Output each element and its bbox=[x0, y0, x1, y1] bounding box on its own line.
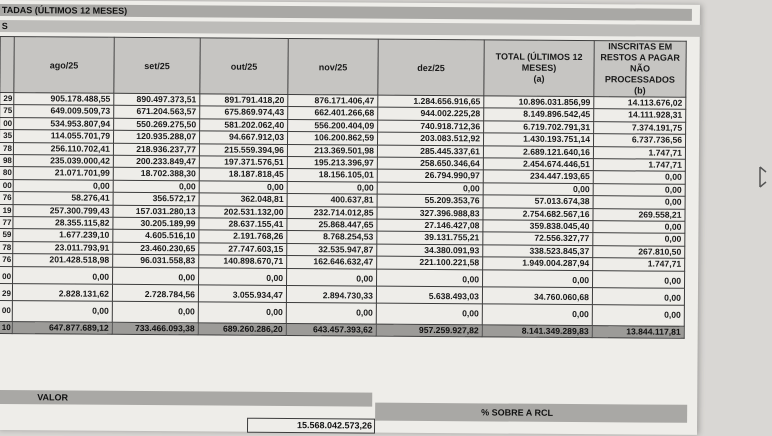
table-cell: 647.877.689,12 bbox=[12, 321, 112, 334]
table-cell: 1.747,71 bbox=[593, 258, 685, 271]
table-cell: 550.269.275,50 bbox=[114, 118, 200, 131]
table-cell: 649.009.509,73 bbox=[14, 105, 114, 118]
table-cell: 2.728.784,56 bbox=[112, 284, 198, 302]
column-header-set25: set/25 bbox=[114, 37, 200, 94]
table-cell: 1.949.004.287,94 bbox=[483, 257, 593, 270]
table-cell: 269.558,21 bbox=[593, 208, 685, 221]
table-cell: 689.260.286,20 bbox=[198, 323, 286, 336]
table-cell: 106.200.862,59 bbox=[288, 132, 378, 145]
table-cell: 643.457.393,62 bbox=[286, 323, 376, 336]
table-cell: 338.523.845,37 bbox=[483, 245, 593, 258]
table-cell: 195.213.396,97 bbox=[287, 157, 377, 170]
table-cell: 157.031.280,13 bbox=[113, 205, 199, 218]
table-cell: 34.380.091,93 bbox=[377, 244, 483, 257]
table-cell: 23.460.230,65 bbox=[113, 242, 199, 255]
table-cell: 0,00 bbox=[13, 179, 113, 192]
table-cell: 215.559.394,96 bbox=[199, 144, 287, 157]
table-cell: 197.371.576,51 bbox=[199, 156, 287, 169]
table-cell: 7.374.191,75 bbox=[594, 121, 686, 134]
table-cell: 28.637.155,41 bbox=[199, 218, 287, 231]
rcl-label-band: % SOBRE A RCL bbox=[375, 403, 687, 423]
row-label-cell: 76 bbox=[0, 192, 13, 205]
table-cell: 34.760.060,68 bbox=[482, 287, 592, 305]
row-label-cell: 29 bbox=[0, 283, 13, 300]
section-subtitle-band: S bbox=[0, 20, 702, 37]
table-cell: 18.156.105,01 bbox=[287, 169, 377, 182]
table-cell: 362.048,81 bbox=[199, 193, 287, 206]
row-label-cell: 35 bbox=[0, 130, 14, 143]
table-cell: 740.918.712,36 bbox=[378, 120, 484, 133]
table-cell: 27.146.427,08 bbox=[377, 219, 483, 232]
table-cell: 120.935.288,07 bbox=[114, 131, 200, 144]
table-cell: 0,00 bbox=[593, 196, 685, 209]
column-header-total: TOTAL (ÚLTIMOS 12 MESES) (a) bbox=[484, 40, 594, 97]
table-cell: 14.113.676,02 bbox=[594, 97, 686, 110]
table-cell: 213.369.501,98 bbox=[287, 144, 377, 157]
table-cell: 0,00 bbox=[377, 182, 483, 195]
table-cell: 400.637,81 bbox=[287, 194, 377, 207]
column-header-label bbox=[0, 37, 14, 93]
table-cell: 2.191.768,26 bbox=[199, 230, 287, 243]
table-cell: 14.111.928,31 bbox=[594, 109, 686, 122]
row-label-cell: 00 bbox=[0, 300, 12, 321]
column-header-out25: out/25 bbox=[200, 38, 288, 95]
valor-total-value: 15.568.042.573,26 bbox=[247, 418, 375, 434]
table-cell: 6.737.736,56 bbox=[593, 134, 685, 147]
table-cell: 905.178.488,55 bbox=[14, 93, 114, 106]
table-cell: 1.430.193.751,14 bbox=[483, 133, 593, 146]
table-cell: 21.071.701,99 bbox=[13, 167, 113, 180]
table-cell: 30.205.189,99 bbox=[113, 217, 199, 230]
table-cell: 202.531.132,00 bbox=[199, 206, 287, 219]
table-cell: 0,00 bbox=[113, 180, 199, 193]
row-label-cell: 19 bbox=[0, 204, 13, 217]
table-cell: 258.650.346,64 bbox=[377, 157, 483, 170]
table-cell: 0,00 bbox=[199, 181, 287, 194]
table-cell: 327.396.988,83 bbox=[377, 207, 483, 220]
table-cell: 675.869.974,43 bbox=[200, 106, 288, 119]
table-cell: 0,00 bbox=[287, 181, 377, 194]
table-cell: 94.667.912,03 bbox=[200, 131, 288, 144]
table-cell: 4.605.516,10 bbox=[113, 230, 199, 243]
table-cell: 2.689.121.640,16 bbox=[483, 146, 593, 159]
table-cell: 2.754.682.567,16 bbox=[483, 208, 593, 221]
table-cell: 72.556.327,77 bbox=[483, 232, 593, 245]
table-cell: 3.055.934,47 bbox=[198, 285, 286, 303]
table-cell: 256.110.702,41 bbox=[13, 142, 113, 155]
row-label-cell: 98 bbox=[0, 155, 13, 168]
table-cell: 13.844.117,81 bbox=[592, 325, 684, 338]
table-cell: 18.187.818,45 bbox=[199, 168, 287, 181]
table-cell: 581.202.062,40 bbox=[200, 119, 288, 132]
table-cell: 671.204.563,57 bbox=[114, 106, 200, 119]
row-label-cell: 59 bbox=[0, 229, 13, 242]
table-cell: 0,00 bbox=[287, 268, 377, 286]
table-cell: 534.953.807,94 bbox=[14, 117, 114, 130]
table-cell: 0,00 bbox=[593, 270, 685, 288]
row-label-cell: 78 bbox=[0, 241, 13, 254]
table-cell: 27.747.603,15 bbox=[199, 243, 287, 256]
table-cell: 0,00 bbox=[13, 266, 113, 284]
table-cell: 0,00 bbox=[12, 300, 112, 322]
table-cell: 0,00 bbox=[593, 183, 685, 196]
table-cell: 359.838.045,40 bbox=[483, 220, 593, 233]
table-cell: 356.572,17 bbox=[113, 193, 199, 206]
table-cell: 218.936.237,77 bbox=[113, 143, 199, 156]
table-cell: 2.894.730,33 bbox=[286, 285, 376, 303]
table-cell: 96.031.558,83 bbox=[113, 255, 199, 268]
table-cell: 162.646.632,47 bbox=[287, 256, 377, 269]
table-cell: 1.747,71 bbox=[593, 146, 685, 159]
row-label-cell: 00 bbox=[0, 179, 13, 192]
table-cell: 0,00 bbox=[286, 302, 376, 324]
table-cell: 5.638.493,03 bbox=[376, 286, 482, 304]
table-cell: 957.259.927,82 bbox=[376, 324, 482, 337]
row-label-cell: 80 bbox=[0, 167, 13, 180]
valor-label-band: VALOR bbox=[0, 390, 372, 407]
text-cursor-icon bbox=[758, 166, 768, 188]
table-cell: 8.149.896.542,45 bbox=[484, 108, 594, 121]
table-cell: 662.401.266,68 bbox=[288, 107, 378, 120]
table-cell: 890.497.373,51 bbox=[114, 93, 200, 106]
table-cell: 55.209.353,76 bbox=[377, 194, 483, 207]
table-cell: 1.747,71 bbox=[593, 159, 685, 172]
table-cell: 2.828.131,62 bbox=[12, 283, 112, 301]
table-cell: 2.454.674.446,51 bbox=[483, 158, 593, 171]
table-cell: 0,00 bbox=[592, 304, 684, 326]
table-cell: 285.445.337,61 bbox=[377, 145, 483, 158]
table-cell: 0,00 bbox=[376, 303, 482, 325]
table-cell: 201.428.518,98 bbox=[13, 254, 113, 267]
table-cell: 18.702.388,30 bbox=[113, 168, 199, 181]
table-cell: 6.719.702.791,31 bbox=[484, 121, 594, 134]
table-cell: 8.141.349.289,83 bbox=[482, 325, 592, 338]
table-cell: 876.171.406,47 bbox=[288, 95, 378, 108]
table-cell: 32.535.947,87 bbox=[287, 243, 377, 256]
table-cell: 556.200.404,09 bbox=[288, 119, 378, 132]
table-cell: 0,00 bbox=[198, 302, 286, 324]
row-label-cell: 76 bbox=[0, 254, 13, 267]
table-cell: 944.002.225,28 bbox=[378, 108, 484, 121]
table-cell: 114.055.701,79 bbox=[14, 130, 114, 143]
table-cell: 891.791.418,20 bbox=[200, 94, 288, 107]
table-cell: 0,00 bbox=[593, 233, 685, 246]
column-header-restos-a-pagar: INSCRITAS EM RESTOS A PAGAR NÃO PROCESSADOS (b) bbox=[594, 41, 686, 98]
table-cell: 0,00 bbox=[483, 183, 593, 196]
table-cell: 221.100.221,58 bbox=[377, 256, 483, 269]
table-cell: 1.677.239,10 bbox=[13, 229, 113, 242]
table-cell: 57.013.674,38 bbox=[483, 195, 593, 208]
table-cell: 0,00 bbox=[112, 301, 198, 323]
table-cell: 0,00 bbox=[593, 221, 685, 234]
table-cell: 0,00 bbox=[377, 269, 483, 287]
row-label-cell: 00 bbox=[0, 117, 14, 130]
column-header-nov25: nov/25 bbox=[288, 39, 378, 96]
table-cell: 1.284.656.916,65 bbox=[378, 95, 484, 108]
column-header-dez25: dez/25 bbox=[378, 39, 484, 96]
table-cell: 232.714.012,85 bbox=[287, 206, 377, 219]
table-cell: 0,00 bbox=[593, 171, 685, 184]
table-cell: 200.233.849,47 bbox=[113, 155, 199, 168]
table-cell: 203.083.512,92 bbox=[377, 132, 483, 145]
table-cell: 0,00 bbox=[113, 267, 199, 285]
table-cell: 257.300.799,43 bbox=[13, 204, 113, 217]
row-label-cell: 78 bbox=[0, 142, 14, 155]
table-cell: 28.355.115,82 bbox=[13, 217, 113, 230]
section-title-band: TADAS (ÚLTIMOS 12 MESES) bbox=[0, 4, 692, 21]
table-cell: 733.466.093,38 bbox=[112, 322, 198, 335]
row-label-cell: 75 bbox=[0, 105, 14, 118]
table-cell: 25.868.447,65 bbox=[287, 219, 377, 232]
revenue-table bbox=[0, 36, 687, 339]
row-label-cell: 29 bbox=[0, 93, 14, 106]
table-cell: 235.039.000,42 bbox=[13, 155, 113, 168]
table-cell: 8.768.254,53 bbox=[287, 231, 377, 244]
table-cell: 267.810,50 bbox=[593, 246, 685, 259]
table-cell: 10.896.031.856,99 bbox=[484, 96, 594, 109]
table-cell: 26.794.990,97 bbox=[377, 170, 483, 183]
row-label-cell: 10 bbox=[0, 321, 12, 334]
table-cell: 234.447.193,65 bbox=[483, 170, 593, 183]
table-cell: 140.898.670,71 bbox=[199, 255, 287, 268]
table-cell: 39.131.755,21 bbox=[377, 232, 483, 245]
table-cell: 0,00 bbox=[592, 287, 684, 305]
table-cell: 0,00 bbox=[483, 270, 593, 288]
table-cell: 58.276,41 bbox=[13, 192, 113, 205]
row-label-cell: 77 bbox=[0, 217, 13, 230]
row-label-cell: 00 bbox=[0, 266, 13, 283]
column-header-ago25: ago/25 bbox=[14, 37, 114, 94]
table-cell: 0,00 bbox=[482, 304, 592, 326]
table-header-row bbox=[0, 37, 686, 98]
table-cell: 23.011.793,91 bbox=[13, 241, 113, 254]
table-cell: 0,00 bbox=[199, 268, 287, 286]
